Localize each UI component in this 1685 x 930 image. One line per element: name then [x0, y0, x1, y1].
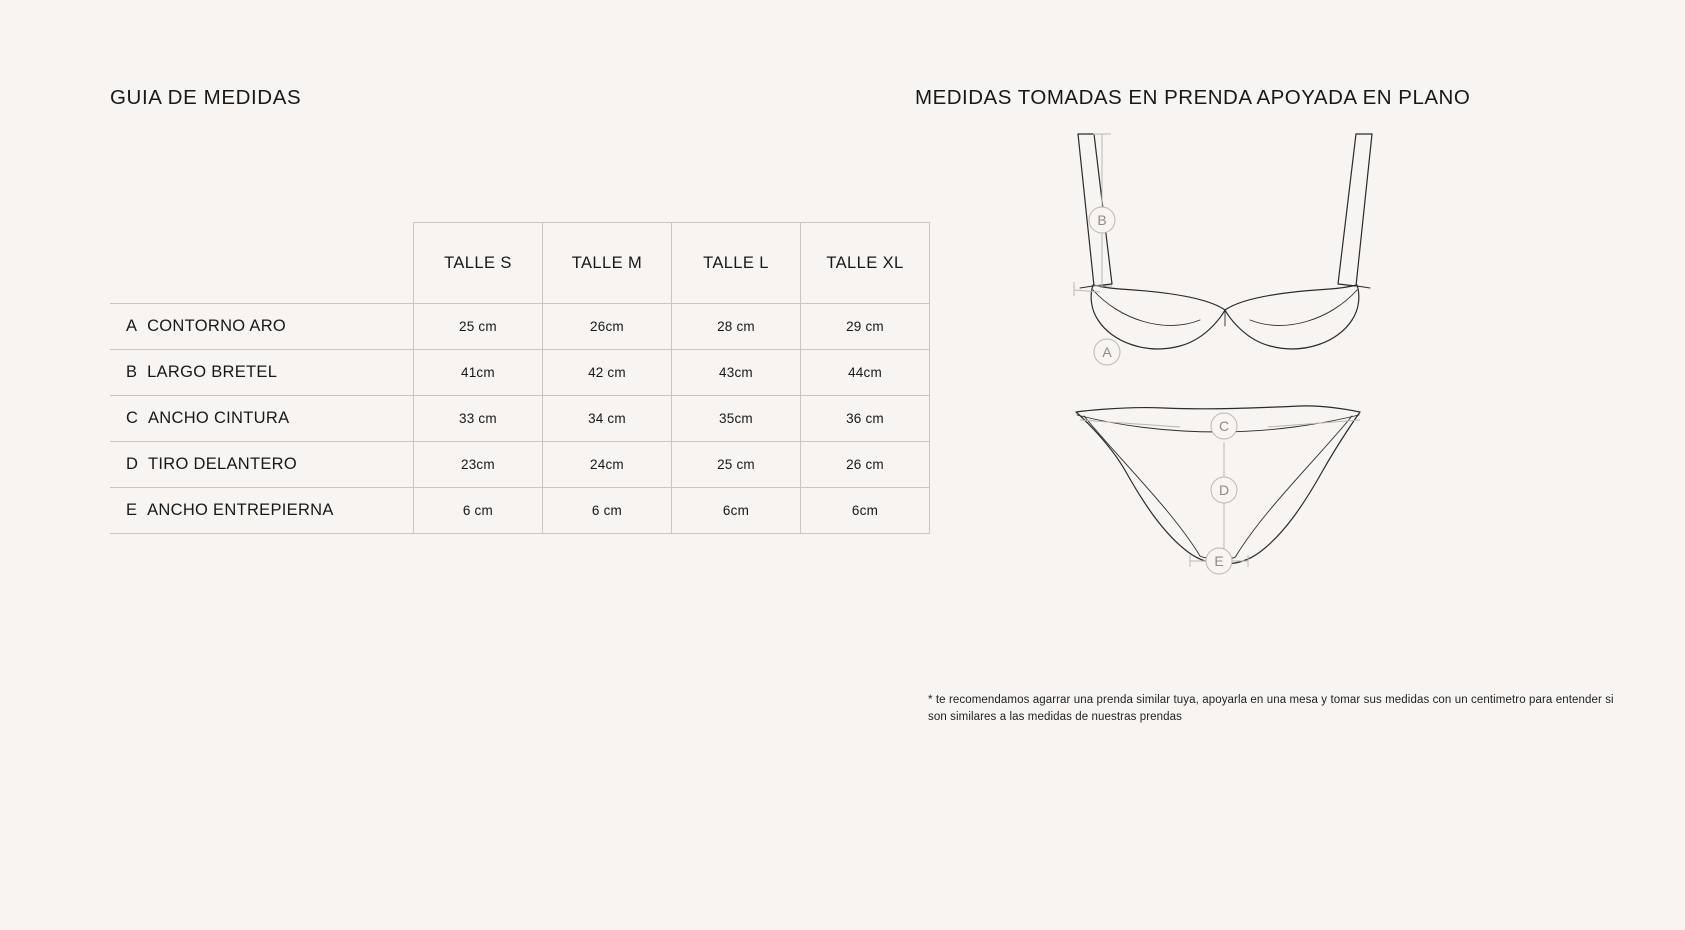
marker-label-b: B [1097, 212, 1107, 228]
garment-diagram-svg [1060, 120, 1390, 580]
marker-label-e: E [1214, 553, 1224, 569]
cell-a-l: 28 cm [671, 304, 800, 350]
footnote: * te recomendamos agarrar una prenda similar tuya, apoyarla en una mesa y tomar sus medidas con un centimetro para entender si son similares a las medidas de nuestras prendas [928, 694, 1614, 723]
cell-c-s: 33 cm [413, 396, 542, 442]
marker-label-d: D [1218, 482, 1230, 498]
row-text-a: CONTORNO ARO [147, 317, 287, 335]
table-row [110, 396, 930, 442]
row-letter-e: E [126, 501, 148, 519]
cell-b-l: 43cm [671, 350, 800, 396]
bra-right-underwire [1250, 290, 1357, 325]
column-header-talle-s: TALLE S [413, 223, 542, 304]
cell-c-m: 34 cm [542, 396, 671, 442]
column-header-talle-l: TALLE L [671, 223, 800, 304]
row-letter-d: D [126, 455, 148, 473]
row-label-largo-bretel [110, 350, 413, 396]
table-header-row [110, 223, 930, 304]
table-corner-cell [110, 223, 413, 304]
row-label-contorno-aro [110, 304, 413, 350]
table-row [110, 488, 930, 534]
cell-a-m: 26cm [542, 304, 671, 350]
measure-line-a [1074, 290, 1100, 292]
cell-d-s: 23cm [413, 442, 542, 488]
illustration-title: MEDIDAS TOMADAS EN PRENDA APOYADA EN PLANO [915, 86, 1471, 109]
bottom-left-leg-line [1084, 416, 1200, 556]
table-header [110, 223, 930, 304]
row-label-ancho-entrepierna [110, 488, 413, 534]
row-letter-c: C [126, 409, 148, 427]
row-letter-a: A [126, 317, 148, 335]
row-label-ancho-cintura [110, 396, 413, 442]
cell-e-m: 6 cm [542, 488, 671, 534]
cell-b-m: 42 cm [542, 350, 671, 396]
column-header-talle-m: TALLE M [542, 223, 671, 304]
cell-e-l: 6cm [671, 488, 800, 534]
marker-label-a: A [1102, 344, 1112, 360]
cell-e-s: 6 cm [413, 488, 542, 534]
table-row [110, 442, 930, 488]
cell-b-xl: 44cm [800, 350, 929, 396]
cell-b-s: 41cm [413, 350, 542, 396]
bra-left-underwire [1093, 290, 1200, 325]
bra-right-cup [1225, 285, 1359, 349]
page-title: GUIA DE MEDIDAS [110, 86, 302, 109]
cell-d-m: 24cm [542, 442, 671, 488]
cell-e-xl: 6cm [800, 488, 929, 534]
cell-c-l: 35cm [671, 396, 800, 442]
table-row [110, 350, 930, 396]
table-row [110, 304, 930, 350]
cell-a-xl: 29 cm [800, 304, 929, 350]
row-text-b: LARGO BRETEL [147, 363, 278, 381]
row-text-d: TIRO DELANTERO [147, 455, 298, 473]
bra-right-band [1357, 286, 1370, 288]
row-text-c: ANCHO CINTURA [147, 409, 290, 427]
cell-d-l: 25 cm [671, 442, 800, 488]
bra-left-band [1080, 286, 1093, 288]
column-header-talle-xl: TALLE XL [800, 223, 929, 304]
bra-right-strap [1338, 134, 1372, 286]
row-text-e: ANCHO ENTREPIERNA [147, 501, 334, 519]
marker-label-c: C [1218, 418, 1230, 434]
size-chart-table [110, 222, 930, 534]
garment-illustration [1060, 120, 1390, 580]
measure-markers [1089, 207, 1237, 574]
cell-a-s: 25 cm [413, 304, 542, 350]
cell-c-xl: 36 cm [800, 396, 929, 442]
row-label-tiro-delantero [110, 442, 413, 488]
bottom-right-leg-line [1236, 416, 1352, 556]
table-body [110, 304, 930, 534]
cell-d-xl: 26 cm [800, 442, 929, 488]
row-letter-b: B [126, 363, 148, 381]
